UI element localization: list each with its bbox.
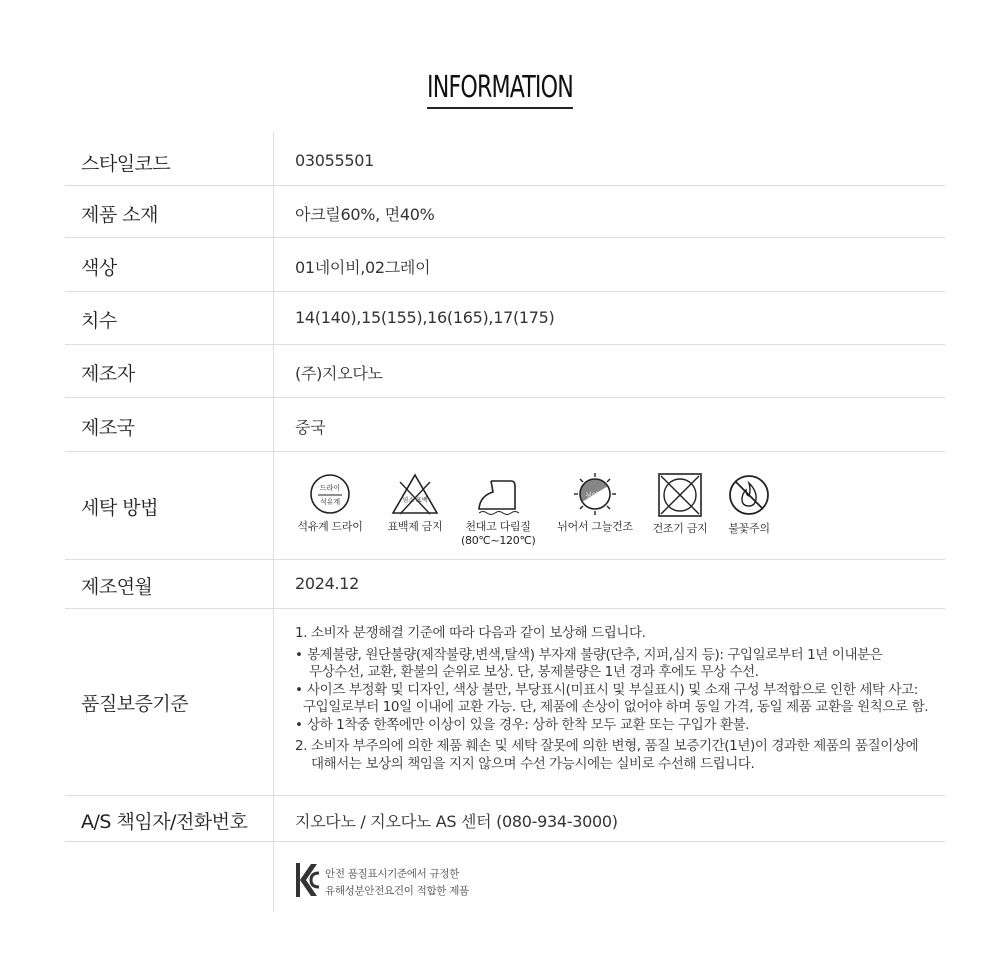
kc-text-line2: 유해성분안전요건이 적합한 제품 bbox=[325, 885, 469, 897]
kc-text bbox=[325, 866, 469, 900]
shade-dry-icon bbox=[570, 472, 620, 516]
quality-label: 품질보증기준 bbox=[81, 693, 189, 715]
dry-clean-inner-bottom: 석유계 bbox=[319, 498, 341, 506]
row-quality bbox=[65, 609, 945, 796]
kc-mark-icon bbox=[295, 861, 321, 899]
row-date bbox=[65, 560, 945, 609]
care-item-iron bbox=[461, 472, 535, 548]
washing-label: 세탁 방법 bbox=[81, 497, 158, 519]
row-size bbox=[65, 292, 945, 345]
care-label-no-bleach: 표백제 금지 bbox=[387, 520, 443, 533]
dry-clean-inner-top: 드라이 bbox=[319, 484, 341, 492]
row-washing bbox=[65, 452, 945, 560]
title-wrap bbox=[0, 70, 1000, 109]
as-value: 지오다노 / 지오다노 AS 센터 (080-934-3000) bbox=[295, 812, 618, 831]
quality-para-1-num: 1. bbox=[295, 625, 308, 641]
no-bleach-inner: 염소 표백 bbox=[402, 497, 428, 504]
care-item-no-tumble bbox=[645, 472, 715, 536]
quality-para-2-num: 2. bbox=[295, 738, 308, 754]
date-label: 제조연월 bbox=[81, 576, 153, 598]
maker-value: (주)지오다노 bbox=[295, 364, 383, 383]
kc-certification bbox=[295, 860, 515, 900]
quality-bullet-1-line1: 봉제불량, 원단불량(제작불량,변색,탈색) 부자재 불량(단추, 지퍼,심지 등): 구입일로부터 1년 이내분은 bbox=[307, 646, 883, 663]
material-label: 제품 소재 bbox=[81, 204, 158, 226]
country-label: 제조국 bbox=[81, 417, 135, 439]
row-kc bbox=[65, 842, 945, 912]
row-style-code bbox=[65, 133, 945, 186]
row-as bbox=[65, 796, 945, 842]
quality-para-2-line2: 대해서는 보상의 책임을 지지 않으며 수선 가능시에는 실비로 수선해 드립니다. bbox=[311, 755, 755, 772]
quality-bullet-1-line2: 무상수선, 교환, 환불의 순위로 보상. 단, 봉제불량은 1년 경과 후에도 무상 수선. bbox=[309, 664, 759, 680]
care-label-no-tumble: 건조기 금지 bbox=[652, 522, 708, 535]
quality-bullet-2 bbox=[295, 682, 935, 717]
quality-bullet-3-line1: 상하 1착중 한쪽에만 이상이 있을 경우: 상하 한착 모두 교환 또는 구입가 환불. bbox=[307, 716, 750, 733]
iron-icon bbox=[473, 472, 523, 516]
care-label-dry-clean: 석유계 드라이 bbox=[297, 520, 363, 533]
care-label-no-fire: 불꽃주의 bbox=[728, 522, 770, 535]
bullet-dot: • bbox=[295, 646, 303, 663]
date-value: 2024.12 bbox=[295, 574, 360, 593]
quality-para-1 bbox=[295, 625, 935, 643]
quality-para-2 bbox=[295, 738, 935, 773]
care-label-iron: 천대고 다림질 bbox=[465, 520, 531, 533]
care-item-dry-clean bbox=[295, 472, 365, 534]
color-value: 01네이비,02그레이 bbox=[295, 258, 431, 277]
care-icons bbox=[295, 472, 815, 552]
size-value: 14(140),15(155),16(165),17(175) bbox=[295, 308, 555, 327]
maker-label: 제조자 bbox=[81, 363, 135, 385]
bullet-dot: • bbox=[295, 716, 303, 733]
care-label-shade-dry: 뉘어서 그늘건조 bbox=[557, 520, 633, 533]
quality-bullet-3 bbox=[295, 717, 935, 735]
care-sublabel-iron: (80℃~120℃) bbox=[461, 534, 536, 547]
row-maker bbox=[65, 345, 945, 398]
page-title: INFORMATION bbox=[427, 70, 573, 109]
size-label: 치수 bbox=[81, 310, 117, 332]
row-color bbox=[65, 238, 945, 292]
quality-text bbox=[295, 625, 935, 773]
material-value: 아크릴60%, 면40% bbox=[295, 205, 435, 224]
quality-para-2-line1: 소비자 부주의에 의한 제품 훼손 및 세탁 잘못에 의한 변형, 품질 보증기간(1년)이 경과한 제품의 품질이상에 bbox=[311, 738, 919, 754]
quality-para-1-text: 소비자 분쟁해결 기준에 따라 다음과 같이 보상해 드립니다. bbox=[311, 625, 646, 641]
quality-bullet-1 bbox=[295, 647, 935, 682]
shade-dry-inner: 뉘어서 bbox=[585, 491, 605, 499]
style-code-value: 03055501 bbox=[295, 151, 375, 170]
row-material bbox=[65, 186, 945, 238]
kc-text-line1: 안전 품질표시기준에서 규정한 bbox=[325, 868, 460, 880]
no-bleach-icon bbox=[390, 472, 440, 516]
bullet-dot: • bbox=[295, 681, 303, 698]
country-value: 중국 bbox=[295, 418, 326, 437]
style-code-label: 스타일코드 bbox=[81, 153, 171, 175]
color-label: 색상 bbox=[81, 257, 117, 279]
quality-bullet-2-line1: 사이즈 부정확 및 디자인, 색상 불만, 부당표시(미표시 및 부실표시) 및 소재 구성 부적합으로 인한 세탁 사고: bbox=[307, 681, 918, 698]
no-fire-icon bbox=[726, 472, 772, 518]
care-item-shade-dry bbox=[550, 472, 640, 534]
as-label: A/S 책임자/전화번호 bbox=[81, 811, 248, 833]
care-item-no-fire bbox=[719, 472, 779, 536]
care-item-no-bleach bbox=[380, 472, 450, 534]
row-country bbox=[65, 398, 945, 452]
dry-clean-petroleum-icon bbox=[308, 472, 352, 516]
no-tumble-dry-icon bbox=[656, 472, 704, 518]
quality-bullet-2-line2: 구입일로부터 10일 이내에 교환 가능. 단, 제품에 손상이 없어야 하며 동일 가격, 동일 제품 교환을 원칙으로 함. bbox=[303, 699, 929, 715]
